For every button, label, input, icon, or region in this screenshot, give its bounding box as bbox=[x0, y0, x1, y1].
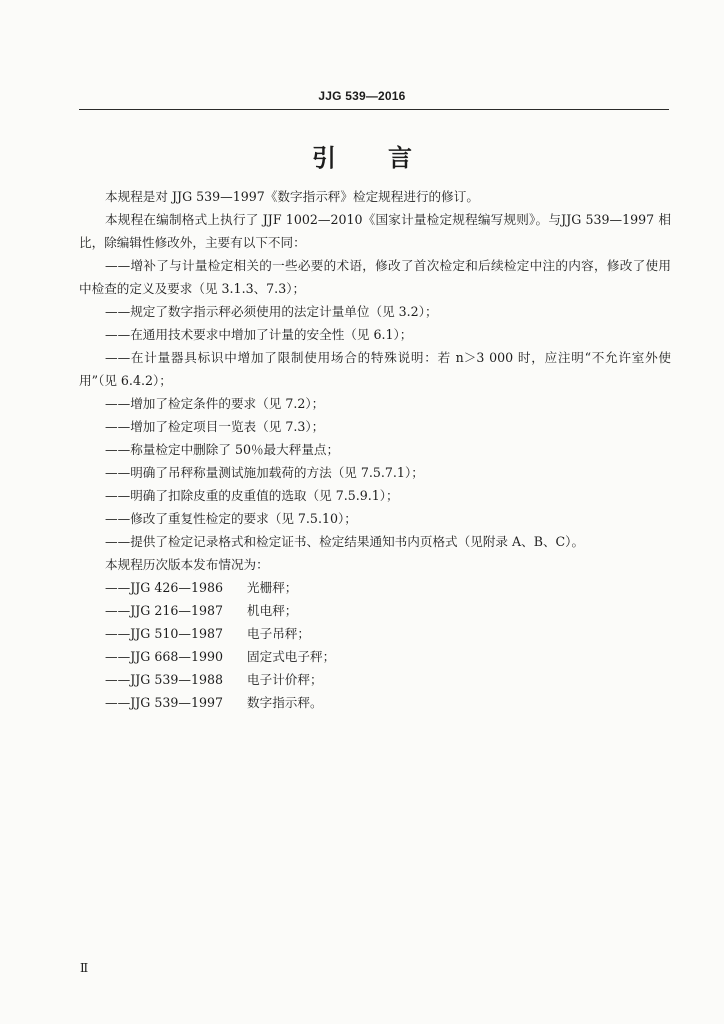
version-history-list bbox=[79, 576, 671, 714]
change-item-checklist: ——增加了检定项目一览表（见 7.3）； bbox=[105, 419, 325, 434]
version-code: ——JJG 539—1997 bbox=[105, 695, 224, 710]
paragraph-history: 本规程历次版本发布情况为： bbox=[105, 557, 269, 572]
version-code: ——JJG 426—1986 bbox=[105, 580, 224, 595]
version-code: ——JJG 510—1987 bbox=[105, 626, 224, 641]
version-title: 电子计价秤； bbox=[247, 672, 323, 687]
version-history-item bbox=[79, 668, 671, 691]
change-item-marking: ——在计量器具标识中增加了限制使用场合的特殊说明：若 n＞3 000 时，应注明“不允许室外使用”（见 6.4.2）； bbox=[79, 350, 671, 388]
page-number: Ⅱ bbox=[80, 961, 89, 975]
foreword-body bbox=[79, 185, 671, 714]
standard-code-header: JJG 539—2016 bbox=[318, 89, 406, 103]
version-title: 光栅秤； bbox=[247, 580, 298, 595]
change-item-conditions: ——增加了检定条件的要求（见 7.2）； bbox=[105, 396, 325, 411]
section-title: 引言 bbox=[312, 144, 464, 172]
change-item-records: ——提供了检定记录格式和检定证书、检定结果通知书内页格式（见附录 A、B、C）。 bbox=[105, 534, 585, 549]
change-item-units: ——规定了数字指示秤必须使用的法定计量单位（见 3.2）； bbox=[105, 304, 438, 319]
change-item-hanging-scale: ——明确了吊秤称量测试施加载荷的方法（见 7.5.7.1）； bbox=[105, 465, 424, 480]
version-title: 机电秤； bbox=[247, 603, 298, 618]
version-title: 固定式电子秤； bbox=[247, 649, 336, 664]
version-code: ——JJG 539—1988 bbox=[105, 672, 224, 687]
version-history-item bbox=[79, 691, 671, 714]
version-code: ——JJG 216—1987 bbox=[105, 603, 224, 618]
header-divider bbox=[79, 109, 669, 110]
paragraph-format: 本规程在编制格式上执行了 JJF 1002—2010《国家计量检定规程编写规则》。与JJG 539—1997 相比，除编辑性修改外，主要有以下不同： bbox=[79, 212, 671, 250]
version-history-item bbox=[79, 622, 671, 645]
version-history-item bbox=[79, 576, 671, 599]
change-item-safety: ——在通用技术要求中增加了计量的安全性（见 6.1）； bbox=[105, 327, 413, 342]
version-history-item bbox=[79, 645, 671, 668]
change-item-repeatability: ——修改了重复性检定的要求（见 7.5.10）； bbox=[105, 511, 357, 526]
change-item-weighing: ——称量检定中删除了 50％最大秤量点； bbox=[105, 442, 340, 457]
version-title: 电子吊秤； bbox=[247, 626, 310, 641]
version-title: 数字指示秤。 bbox=[247, 695, 323, 710]
change-item-tare: ——明确了扣除皮重的皮重值的选取（见 7.5.9.1）； bbox=[105, 488, 399, 503]
version-history-item bbox=[79, 599, 671, 622]
paragraph-intro: 本规程是对 JJG 539—1997《数字指示秤》检定规程进行的修订。 bbox=[105, 189, 479, 204]
change-item-terms: ——增补了与计量检定相关的一些必要的术语，修改了首次检定和后续检定中注的内容，修改了使用中检查的定义及要求（见 3.1.3、7.3）； bbox=[79, 258, 671, 296]
version-code: ——JJG 668—1990 bbox=[105, 649, 224, 664]
